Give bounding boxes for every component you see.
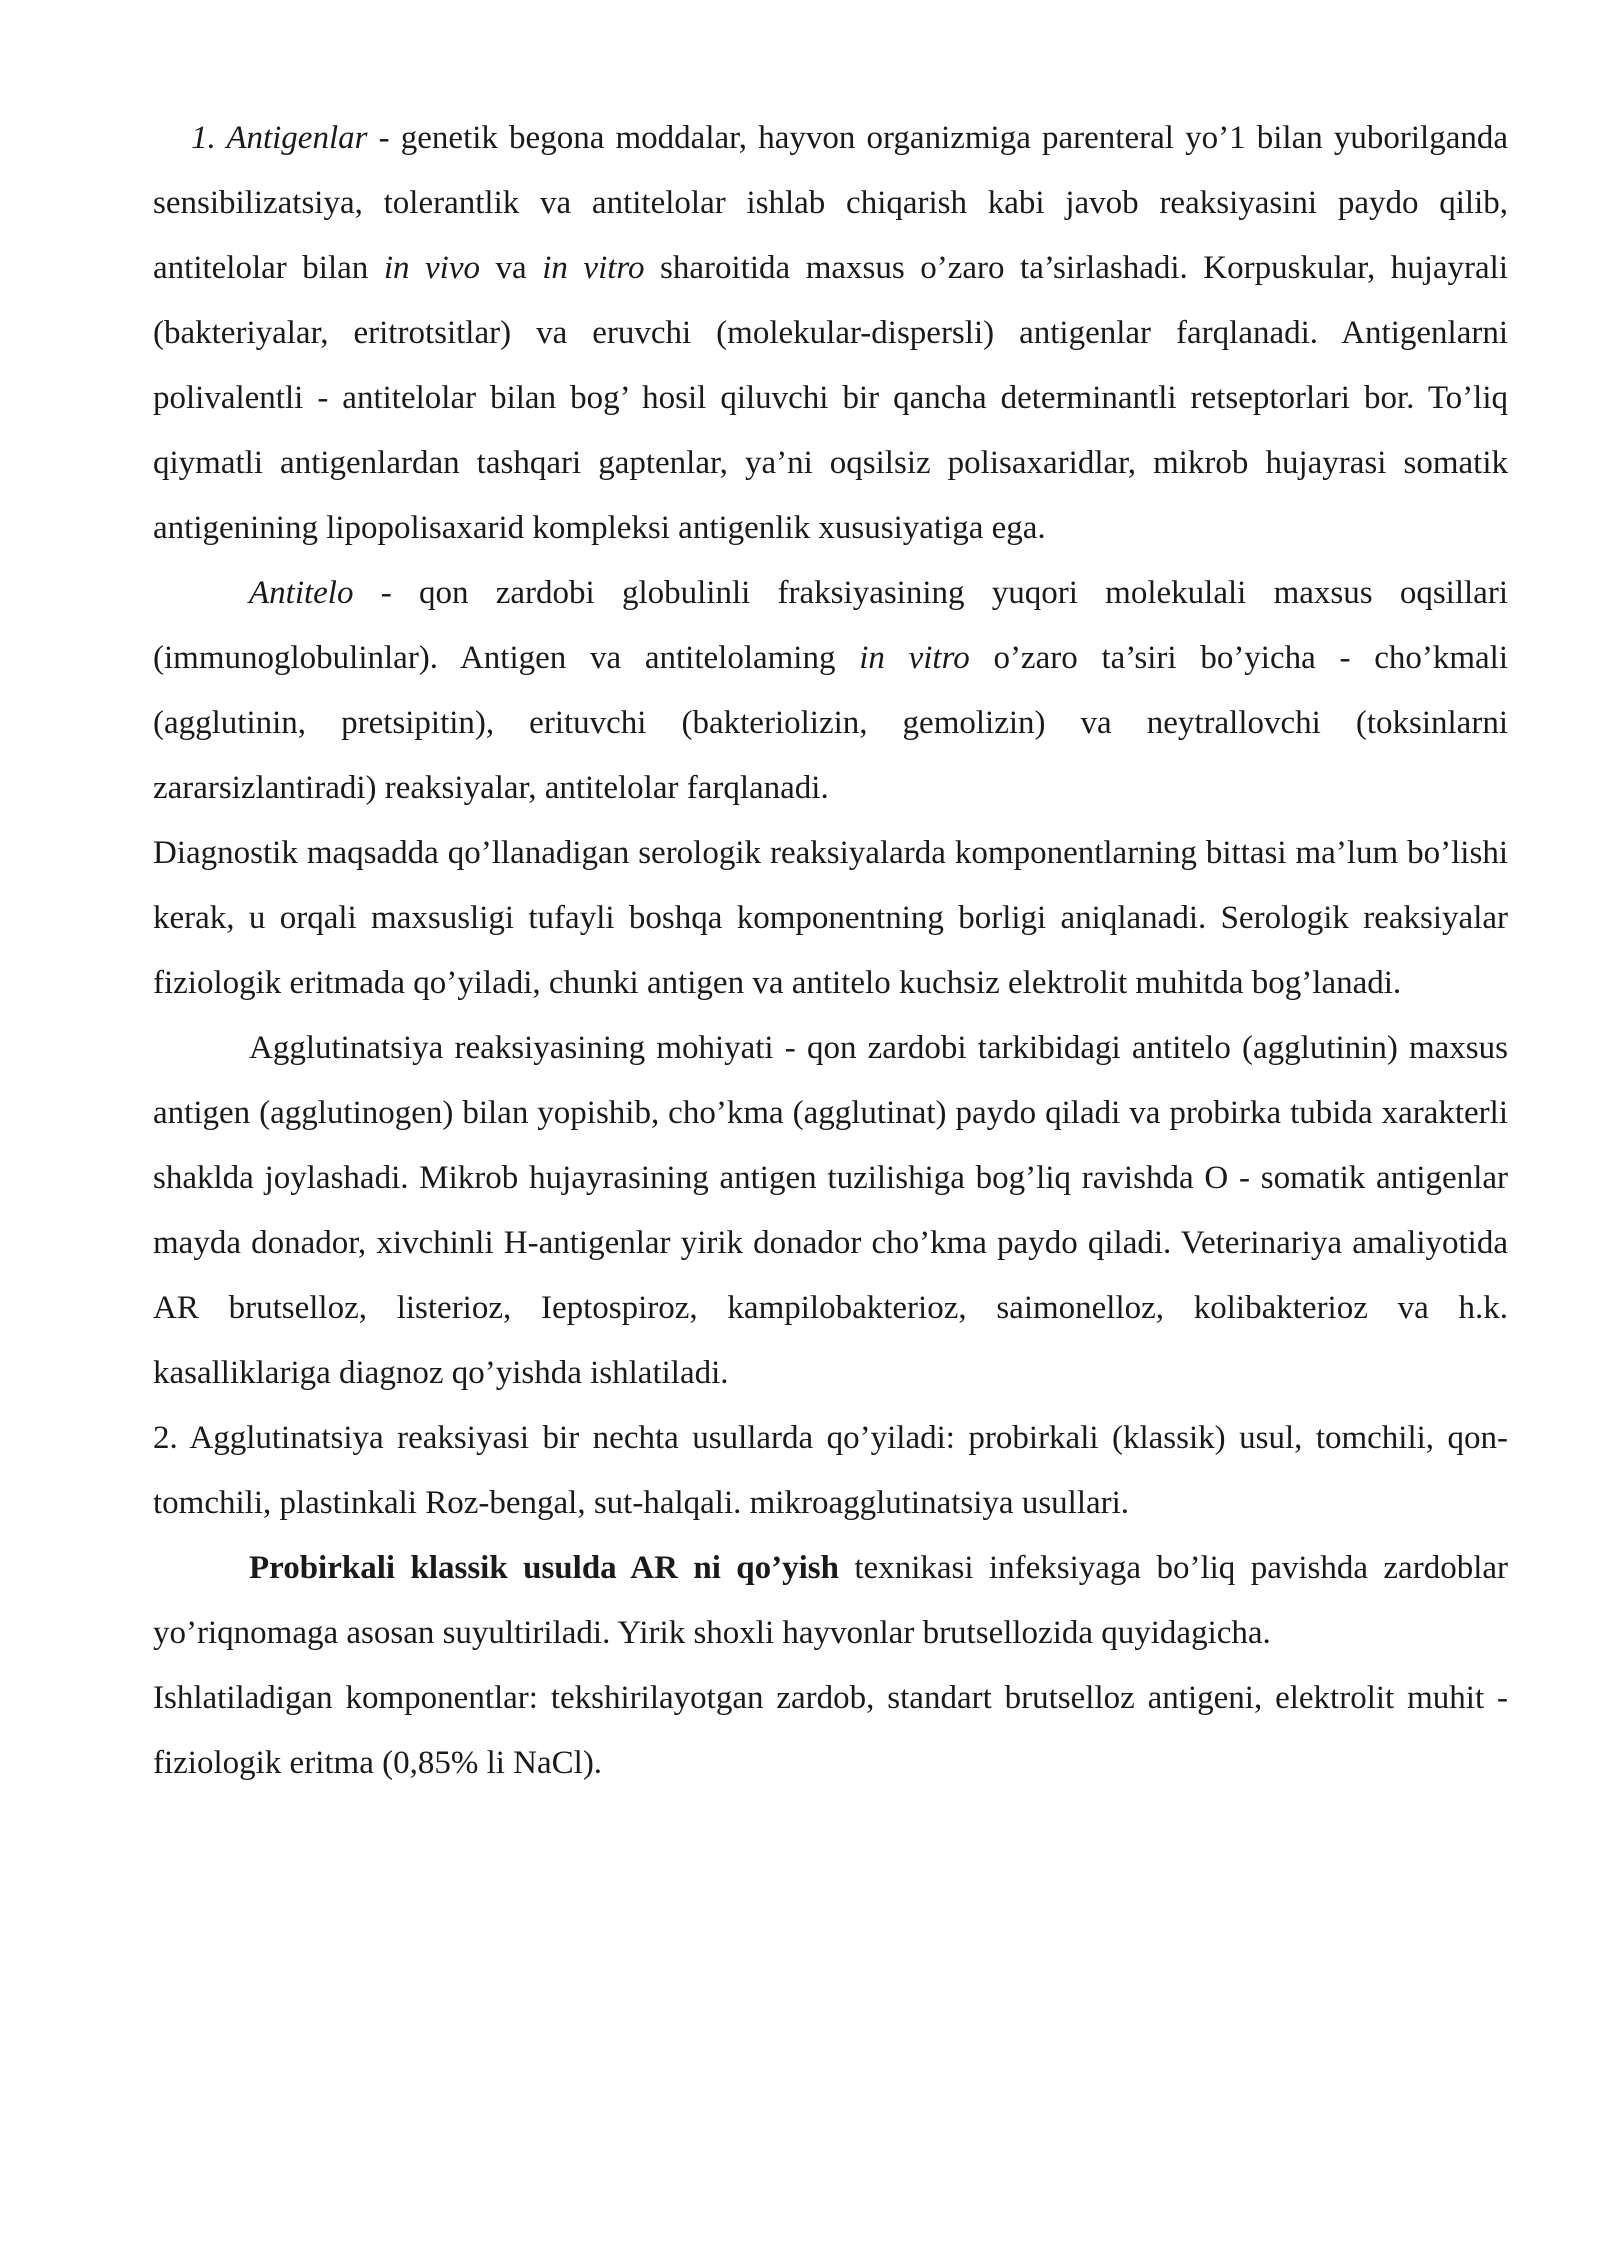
text-run: - genetik begona moddalar, hayvon organizmiga parenteral yo’1 bilan yuborilganda sensibilizatsiya, tolerantlik va antitelolar ishlab chiqarish kabi javob reaksiyasini paydo qilib, antitelolar bilan — [153, 120, 1508, 286]
paragraph-probirkali — [153, 1536, 1508, 1666]
text-run: - qon zardobi globulinli fraksiyasining yuqori molekulali maxsus oqsillari (immunoglobulinlar). Antigen va antitelolaming — [153, 575, 1508, 676]
text-run: texnikasi infeksiyaga bo’liq pavishda zardoblar yo’riqnomaga asosan suyultiriladi. Yirik shoxli hayvonlar brutsellozida quyidagicha. — [153, 1550, 1508, 1651]
paragraph-antigenlar — [153, 106, 1508, 561]
text-run: sharoitida maxsus o’zaro ta’sirlashadi. Korpuskular, hujayrali (bakteriyalar, eritrotsitlar) va eruvchi (molekular-dispersli) antigenlar farqlanadi. Antigenlarni polivalentli - antitelolar bilan bog’ hosil qiluvchi bir qancha determinantli retseptorlari bor. To’liq qiymatli antigenlardan tashqari gaptenlar, ya’ni oqsilsiz polisaxaridlar, mikrob hujayrasi somatik antigenining lipopolisaxarid kompleksi antigenlik xususiyatiga ega. — [153, 250, 1509, 546]
term-antigenlar: Antigenlar — [226, 120, 368, 156]
paragraph-usullar: 2. Agglutinatsiya reaksiyasi bir nechta usullarda qo’yiladi: probirkali (klassik) usul, tomchili, qon-tomchili, plastinkali Roz-bengal, sut-halqali. mikroagglutinatsiya usullari. — [153, 1420, 1508, 1521]
term-in-vitro: in vitro — [859, 640, 970, 676]
text-run: o’zaro ta’siri bo’yicha - cho’kmali (agglutinin, pretsipitin), erituvchi (bakteriolizin, gemolizin) va neytrallovchi (toksinlarni zararsizlantiradi) reaksiyalar, antitelolar farqlanadi. — [153, 640, 1508, 806]
term-in-vitro: in vitro — [542, 250, 645, 286]
paragraph-diagnostik: Diagnostik maqsadda qo’llanadigan serologik reaksiyalarda komponentlarning bittasi ma’lum bo’lishi kerak, u orqali maxsusligi tufayli boshqa komponentning borligi aniqlanadi. Serologik reaksiyalar fiziologik eritmada qo’yiladi, chunki antigen va antitelo kuchsiz elektrolit muhitda bog’lanadi. — [153, 835, 1508, 1001]
term-antitelo: Antitelo — [249, 575, 354, 611]
paragraph-komponentlar: Ishlatiladigan komponentlar: tekshirilayotgan zardob, standart brutselloz antigeni, elektrolit muhit - fiziologik eritma (0,85% li NaCl). — [153, 1680, 1508, 1781]
paragraph-agglutinatsiya: Agglutinatsiya reaksiyasining mohiyati - qon zardobi tarkibidagi antitelo (agglutinin) maxsus antigen (agglutinogen) bilan yopishib, cho’kma (agglutinat) paydo qiladi va probirka tubida xarakterli shaklda joylashadi. Mikrob hujayrasining antigen tuzilishiga bog’liq ravishda O - somatik antigenlar mayda donador, xivchinli H-antigenlar yirik donador cho’kma paydo qiladi. Veterinariya amaliyotida AR brutselloz, listerioz, Ieptospiroz, kampilobakterioz, saimonelloz, kolibakterioz va h.k. kasalliklariga diagnoz qo’yishda ishlatiladi. — [153, 1030, 1508, 1391]
document-page — [153, 106, 1508, 1796]
text-run: va — [480, 250, 543, 286]
list-number-1: 1. — [191, 120, 227, 156]
term-in-vivo: in vivo — [383, 250, 480, 286]
paragraph-antitelo — [153, 561, 1508, 821]
bold-heading-probirkali: Probirkali klassik usulda AR ni qo’yish — [249, 1550, 839, 1586]
